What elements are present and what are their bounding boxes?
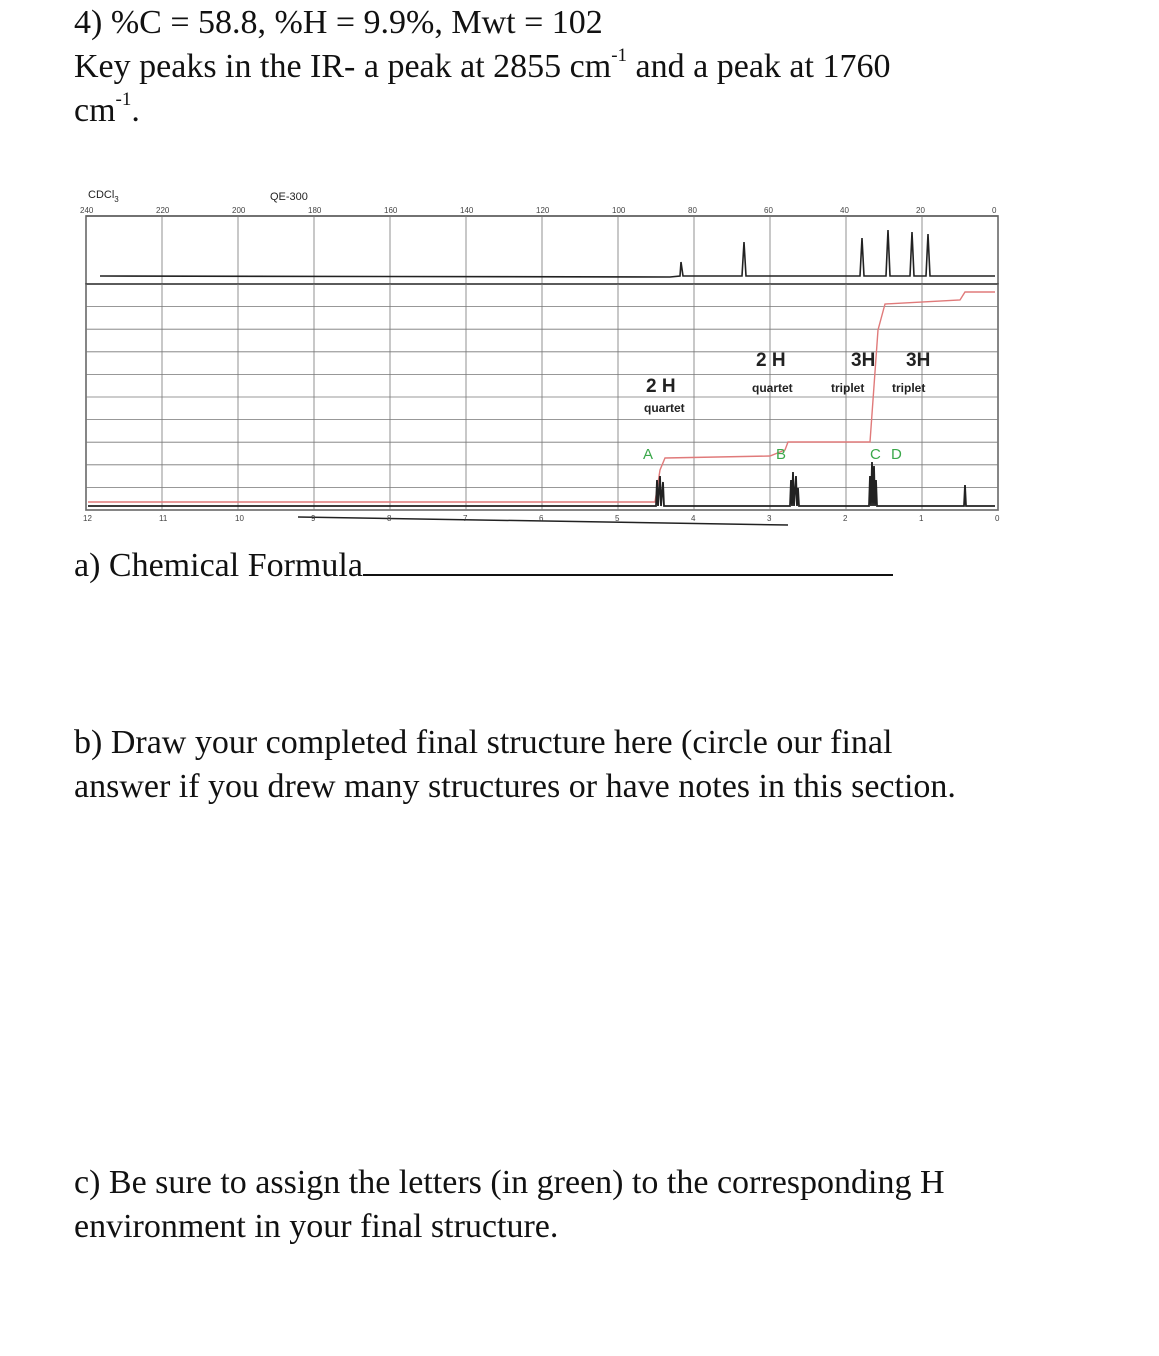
carbon-tick-label: 40 <box>840 206 849 215</box>
proton-tick-label: 4 <box>691 514 696 523</box>
part-c-line-2: environment in your final structure. <box>74 1208 559 1245</box>
proton-tick-label: 12 <box>83 514 92 523</box>
ir-unit-superscript-2: -1 <box>115 89 132 110</box>
proton-tick-label: 2 <box>843 514 848 523</box>
question-elemental-data: 4) %C = 58.8, %H = 9.9%, Mwt = 102 <box>74 4 603 41</box>
carbon-tick-label: 120 <box>536 206 550 215</box>
signal-d-integration: 3H <box>906 350 931 371</box>
carbon-tick-label: 100 <box>612 206 626 215</box>
formula-answer-line[interactable] <box>363 544 893 576</box>
proton-grid <box>86 284 998 510</box>
proton-trace <box>88 462 995 506</box>
carbon-tick-label: 200 <box>232 206 246 215</box>
signal-letter-d: D <box>891 446 902 463</box>
ir-unit-text: cm <box>74 92 116 129</box>
carbon-axis-ticks <box>80 206 997 215</box>
signal-letter-a: A <box>643 446 654 463</box>
proton-tick-label: 7 <box>463 514 468 523</box>
proton-tick-label: 9 <box>311 514 316 523</box>
signal-a-integration: 2 H <box>646 376 676 397</box>
solvent-label: CDCl$_3$ <box>88 189 119 204</box>
proton-tick-label: 5 <box>615 514 620 523</box>
signal-annotations <box>644 350 930 415</box>
carbon-tick-label: 20 <box>916 206 925 215</box>
carbon-tick-label: 80 <box>688 206 697 215</box>
signal-c-integration: 3H <box>851 350 876 371</box>
proton-spectrum <box>86 284 998 525</box>
signal-letter-b: B <box>776 446 787 463</box>
proton-tick-label: 8 <box>387 514 392 523</box>
part-b-line-1: b) Draw your completed final structure here (circle our final <box>74 724 893 761</box>
ir-text-2: and a peak at 1760 <box>627 48 891 85</box>
carbon-tick-label: 60 <box>764 206 773 215</box>
signal-b-multiplicity: quartet <box>752 381 793 395</box>
part-b-line-2: answer if you drew many structures or have notes in this section. <box>74 768 956 805</box>
ir-text-1: Key peaks in the IR- a peak at 2855 cm <box>74 48 612 85</box>
proton-tick-label: 6 <box>539 514 544 523</box>
ir-data-line-cont <box>74 90 140 132</box>
proton-tick-label: 0 <box>995 514 1000 523</box>
signal-a-multiplicity: quartet <box>644 401 685 415</box>
carbon-spectrum <box>86 216 998 284</box>
signal-c-multiplicity: triplet <box>831 381 865 395</box>
signal-letter-c: C <box>870 446 881 463</box>
proton-tick-label: 11 <box>159 514 168 523</box>
instrument-label: QE-300 <box>270 191 308 203</box>
carbon-tick-label: 0 <box>992 206 997 215</box>
carbon-tick-label: 140 <box>460 206 474 215</box>
carbon-tick-label: 220 <box>156 206 170 215</box>
proton-tick-label: 3 <box>767 514 772 523</box>
proton-axis-ticks <box>83 514 1000 523</box>
signal-d-multiplicity: triplet <box>892 381 926 395</box>
carbon-tick-label: 180 <box>308 206 322 215</box>
question-header <box>74 2 603 44</box>
carbon-trace <box>100 230 995 277</box>
carbon-tick-label: 160 <box>384 206 398 215</box>
carbon-tick-label: 240 <box>80 206 94 215</box>
ir-data-line <box>74 46 890 88</box>
part-c-line-1: c) Be sure to assign the letters (in green) to the corresponding H <box>74 1164 945 1201</box>
part-a-label: a) Chemical Formula <box>74 547 363 584</box>
proton-tick-label: 1 <box>919 514 924 523</box>
ir-period: . <box>131 92 140 129</box>
signal-b-integration: 2 H <box>756 350 786 371</box>
ir-unit-superscript-1: -1 <box>611 45 628 66</box>
nmr-spectra-figure <box>70 180 1010 540</box>
part-a-prompt <box>74 544 893 587</box>
proton-tick-label: 10 <box>235 514 244 523</box>
